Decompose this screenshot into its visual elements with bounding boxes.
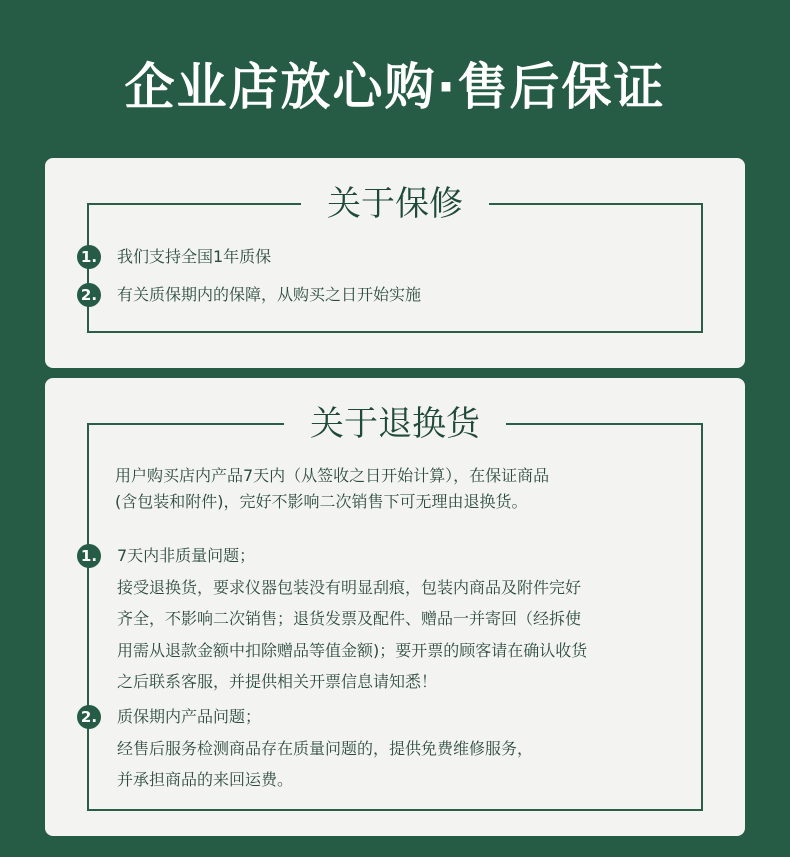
intro-line: (含包装和附件)，完好不影响二次销售下可无理由退换货。 xyxy=(115,492,528,511)
item-line: 7天内非质量问题； xyxy=(117,546,256,565)
returns-intro xyxy=(115,463,675,515)
warranty-item-text: 我们支持全国1年质保 xyxy=(117,247,272,266)
returns-item-text xyxy=(117,701,533,796)
warranty-card xyxy=(45,158,745,368)
item-line: 并承担商品的来回运费。 xyxy=(117,770,294,789)
returns-item xyxy=(77,540,587,698)
number-badge: 1. xyxy=(77,544,101,568)
returns-item xyxy=(77,701,533,796)
number-badge: 2. xyxy=(77,705,101,729)
warranty-title: 关于保修 xyxy=(301,181,489,227)
intro-line: 用户购买店内产品7天内（从签收之日开始计算），在保证商品 xyxy=(115,466,550,485)
returns-title: 关于退换货 xyxy=(284,401,506,447)
page-title: 企业店放心购·售后保证 xyxy=(124,58,666,116)
item-line: 齐全，不影响二次销售；退货发票及配件、赠品一并寄回（经拆使 xyxy=(117,609,582,628)
warranty-item xyxy=(77,245,271,269)
returns-card xyxy=(45,378,745,836)
returns-item-text xyxy=(117,540,587,698)
item-line: 质保期内产品问题； xyxy=(117,707,262,726)
item-line: 经售后服务检测商品存在质量问题的，提供免费维修服务， xyxy=(117,738,534,758)
returns-frame xyxy=(80,404,703,811)
item-line: 用需从退款金额中扣除赠品等值金额)；要开票的顾客请在确认收货 xyxy=(117,640,588,660)
item-line: 接受退换货，要求仪器包装没有明显刮痕，包装内商品及附件完好 xyxy=(117,577,582,597)
warranty-frame xyxy=(80,184,703,333)
warranty-item xyxy=(77,283,421,307)
number-badge: 2. xyxy=(77,283,101,307)
warranty-item-text: 有关质保期内的保障，从购买之日开始实施 xyxy=(117,285,422,304)
number-badge: 1. xyxy=(77,245,101,269)
item-line: 之后联系客服，并提供相关开票信息请知悉！ xyxy=(117,672,438,691)
